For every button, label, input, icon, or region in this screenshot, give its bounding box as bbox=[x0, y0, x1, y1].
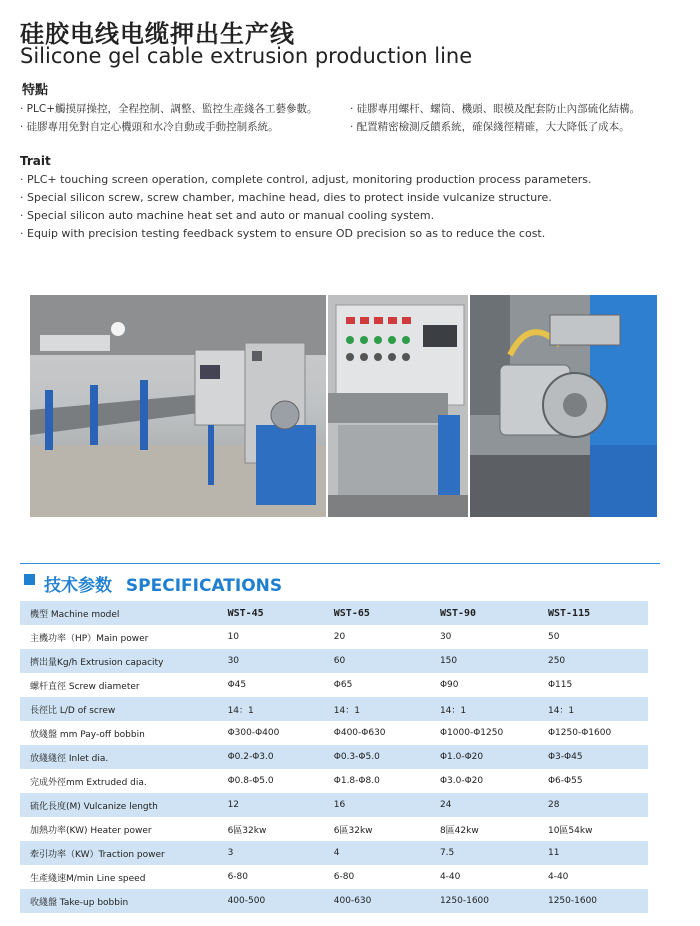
table-cell: 60 bbox=[326, 649, 432, 673]
table-cell: 3 bbox=[220, 841, 326, 865]
table-cell: 10區54kw bbox=[540, 817, 648, 841]
header-model: WST-90 bbox=[432, 601, 540, 625]
table-cell: Φ65 bbox=[326, 673, 432, 697]
table-cell: 6-80 bbox=[220, 865, 326, 889]
table-cell: Φ115 bbox=[540, 673, 648, 697]
table-cell: 30 bbox=[220, 649, 326, 673]
table-row bbox=[20, 649, 648, 673]
row-label: 收綫盤 Take-up bobbin bbox=[20, 889, 220, 913]
feature-cn-right-2: · 配置精密檢測反饋系統，確保綫徑精確，大大降低了成本。 bbox=[350, 121, 630, 133]
table-cell: 50 bbox=[540, 625, 648, 649]
table-cell: Φ1.8-Φ8.0 bbox=[326, 769, 432, 793]
table-cell: 8區42kw bbox=[432, 817, 540, 841]
header-model: WST-65 bbox=[326, 601, 432, 625]
row-label: 擠出量Kg/h Extrusion capacity bbox=[20, 649, 220, 673]
table-cell: 28 bbox=[540, 793, 648, 817]
table-cell: 24 bbox=[432, 793, 540, 817]
table-cell: Φ0.2-Φ3.0 bbox=[220, 745, 326, 769]
table-cell: Φ1250-Φ1600 bbox=[540, 721, 648, 745]
table-row bbox=[20, 889, 648, 913]
extruder-head-photo bbox=[470, 295, 657, 517]
production-line-photo bbox=[30, 295, 326, 517]
table-row bbox=[20, 673, 648, 697]
table-row bbox=[20, 841, 648, 865]
table-cell: 12 bbox=[220, 793, 326, 817]
row-label: 放綫盤 mm Pay-off bobbin bbox=[20, 721, 220, 745]
specs-table bbox=[20, 601, 648, 913]
table-row bbox=[20, 769, 648, 793]
table-row bbox=[20, 745, 648, 769]
feature-en-1: · PLC+ touching screen operation, complete control, adjust, monitoring production process parameters. bbox=[20, 173, 592, 186]
table-row bbox=[20, 625, 648, 649]
feature-cn-left-2: · 硅膠專用免對自定心機頭和水冷自動或手動控制系統。 bbox=[20, 121, 279, 133]
feature-cn-left-1: · PLC+觸摸屏操控，全程控制、調整、監控生產綫各工藝參數。 bbox=[20, 103, 318, 115]
table-cell: 14：1 bbox=[326, 697, 432, 721]
row-label: 長徑比 L/D of screw bbox=[20, 697, 220, 721]
table-cell: 14：1 bbox=[432, 697, 540, 721]
table-row bbox=[20, 793, 648, 817]
table-cell: Φ1.0-Φ20 bbox=[432, 745, 540, 769]
table-cell: 16 bbox=[326, 793, 432, 817]
header-label: 機型 Machine model bbox=[20, 601, 220, 625]
row-label: 牽引功率（KW）Traction power bbox=[20, 841, 220, 865]
feature-cn-right-1: · 硅膠專用螺杆、螺筒、機頭、眼模及配套防止內部硫化結構。 bbox=[350, 103, 641, 115]
table-cell: 400-630 bbox=[326, 889, 432, 913]
specs-title bbox=[44, 571, 282, 596]
table-cell: 14：1 bbox=[540, 697, 648, 721]
table-cell: 10 bbox=[220, 625, 326, 649]
specs-title-en: SPECIFICATIONS bbox=[125, 576, 283, 596]
table-row bbox=[20, 721, 648, 745]
row-label: 放綫綫徑 Inlet dia. bbox=[20, 745, 220, 769]
features-heading-en: Trait bbox=[20, 154, 51, 168]
table-cell: Φ0.3-Φ5.0 bbox=[326, 745, 432, 769]
feature-en-3: · Special silicon auto machine heat set and auto or manual cooling system. bbox=[20, 209, 435, 222]
table-cell: Φ6-Φ55 bbox=[540, 769, 648, 793]
table-cell: Φ400-Φ630 bbox=[326, 721, 432, 745]
table-cell: Φ3-Φ45 bbox=[540, 745, 648, 769]
header-model: WST-115 bbox=[540, 601, 648, 625]
page-title-en: Silicone gel cable extrusion production line bbox=[20, 44, 473, 68]
table-cell: Φ1000-Φ1250 bbox=[432, 721, 540, 745]
table-cell: Φ90 bbox=[432, 673, 540, 697]
table-row bbox=[20, 817, 648, 841]
specs-divider bbox=[20, 563, 660, 564]
table-cell: 1250-1600 bbox=[540, 889, 648, 913]
specs-header-row bbox=[20, 601, 648, 625]
table-cell: 150 bbox=[432, 649, 540, 673]
table-cell: 11 bbox=[540, 841, 648, 865]
row-label: 主機功率（HP）Main power bbox=[20, 625, 220, 649]
control-panel-photo bbox=[328, 295, 468, 517]
feature-en-4: · Equip with precision testing feedback system to ensure OD precision so as to reduce the cost. bbox=[20, 227, 546, 240]
table-cell: 4-40 bbox=[432, 865, 540, 889]
row-label: 螺杆直徑 Screw diameter bbox=[20, 673, 220, 697]
feature-en-2: · Special silicon screw, screw chamber, machine head, dies to protect inside vulcanize structure. bbox=[20, 191, 552, 204]
table-cell: Φ45 bbox=[220, 673, 326, 697]
table-cell: 7.5 bbox=[432, 841, 540, 865]
table-cell: 30 bbox=[432, 625, 540, 649]
table-cell: Φ300-Φ400 bbox=[220, 721, 326, 745]
table-cell: 4-40 bbox=[540, 865, 648, 889]
header-model: WST-45 bbox=[220, 601, 326, 625]
row-label: 硫化長度(M) Vulcanize length bbox=[20, 793, 220, 817]
table-row bbox=[20, 865, 648, 889]
table-row bbox=[20, 697, 648, 721]
table-cell: 250 bbox=[540, 649, 648, 673]
table-cell: 14：1 bbox=[220, 697, 326, 721]
row-label: 加熱功率(KW) Heater power bbox=[20, 817, 220, 841]
table-cell: 4 bbox=[326, 841, 432, 865]
table-cell: 400-500 bbox=[220, 889, 326, 913]
table-cell: 1250-1600 bbox=[432, 889, 540, 913]
row-label: 完成外徑mm Extruded dia. bbox=[20, 769, 220, 793]
table-cell: 6區32kw bbox=[220, 817, 326, 841]
photo-strip bbox=[30, 295, 657, 517]
page-title-cn: 硅胶电线电缆押出生产线 bbox=[20, 20, 295, 48]
table-cell: 20 bbox=[326, 625, 432, 649]
table-cell: Φ0.8-Φ5.0 bbox=[220, 769, 326, 793]
specs-marker-icon bbox=[24, 574, 35, 585]
table-cell: 6-80 bbox=[326, 865, 432, 889]
table-cell: 6區32kw bbox=[326, 817, 432, 841]
table-cell: Φ3.0-Φ20 bbox=[432, 769, 540, 793]
row-label: 生產綫速M/min Line speed bbox=[20, 865, 220, 889]
specs-title-cn: 技术参数 bbox=[44, 576, 112, 596]
features-heading-cn: 特點 bbox=[22, 83, 49, 98]
